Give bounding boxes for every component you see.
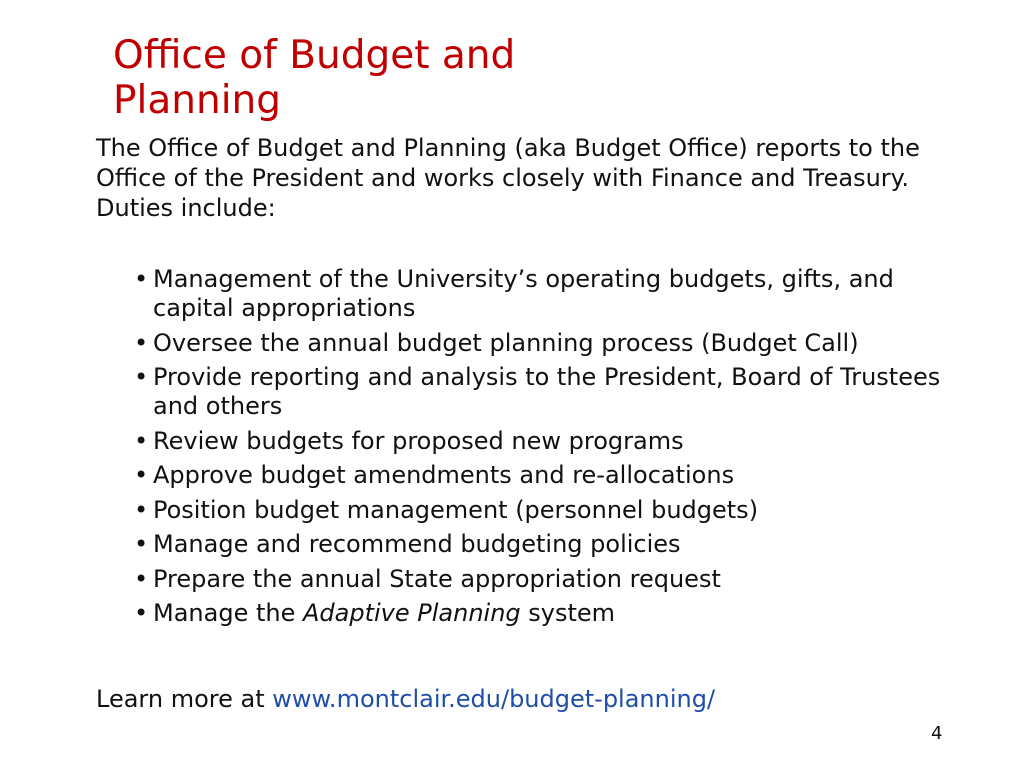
- duty-text: Prepare the annual State appropriation request: [153, 564, 721, 593]
- duty-text: Position budget management (personnel budgets): [153, 495, 759, 524]
- duty-item: [128, 265, 948, 323]
- duties-list: [128, 265, 948, 634]
- learn-more-label: Learn more at: [96, 685, 273, 713]
- bullet-icon: •: [134, 530, 149, 558]
- budget-planning-link[interactable]: www.montclair.edu/budget-planning/: [272, 685, 716, 713]
- slide-title-line-1: Office of Budget and: [113, 33, 516, 78]
- page-number: 4: [931, 723, 943, 744]
- duty-text: Oversee the annual budget planning process (Budget Call): [153, 328, 859, 357]
- bullet-icon: •: [134, 495, 149, 524]
- bullet-icon: •: [134, 599, 149, 627]
- duty-item-adaptive-planning: [128, 599, 948, 628]
- duty-item: [128, 530, 948, 559]
- duty-item: [128, 461, 948, 490]
- duty-text: Provide reporting and analysis to the President, Board of Trustees and others: [153, 363, 941, 420]
- bullet-icon: •: [134, 328, 149, 357]
- duty-text: Manage and recommend budgeting policies: [153, 530, 681, 558]
- duty-item: [128, 329, 948, 358]
- slide-title: [113, 33, 633, 123]
- duty-text-suffix: system: [520, 599, 616, 627]
- intro-paragraph: The Office of Budget and Planning (aka Budget Office) reports to the Office of the President and works closely with Finance and Treasury. Duties include:: [96, 134, 920, 222]
- duty-item: [128, 496, 948, 525]
- bullet-icon: •: [134, 426, 149, 455]
- bullet-icon: •: [134, 363, 149, 391]
- duty-item: [128, 427, 948, 456]
- bullet-icon: •: [134, 265, 149, 293]
- adaptive-planning-emphasis: Adaptive Planning: [302, 599, 521, 627]
- slide-title-line-2: Planning: [113, 78, 281, 123]
- duty-text: Review budgets for proposed new programs: [153, 426, 684, 455]
- duty-text: Approve budget amendments and re-allocations: [153, 461, 735, 489]
- bullet-icon: •: [134, 564, 149, 593]
- bullet-icon: •: [134, 461, 149, 489]
- learn-more-line: [96, 684, 715, 714]
- duty-text-prefix: Manage the: [153, 599, 303, 627]
- duty-item: [128, 565, 948, 594]
- duty-text: Management of the University’s operating budgets, gifts, and capital appropriations: [153, 265, 894, 322]
- duty-item: [128, 363, 948, 421]
